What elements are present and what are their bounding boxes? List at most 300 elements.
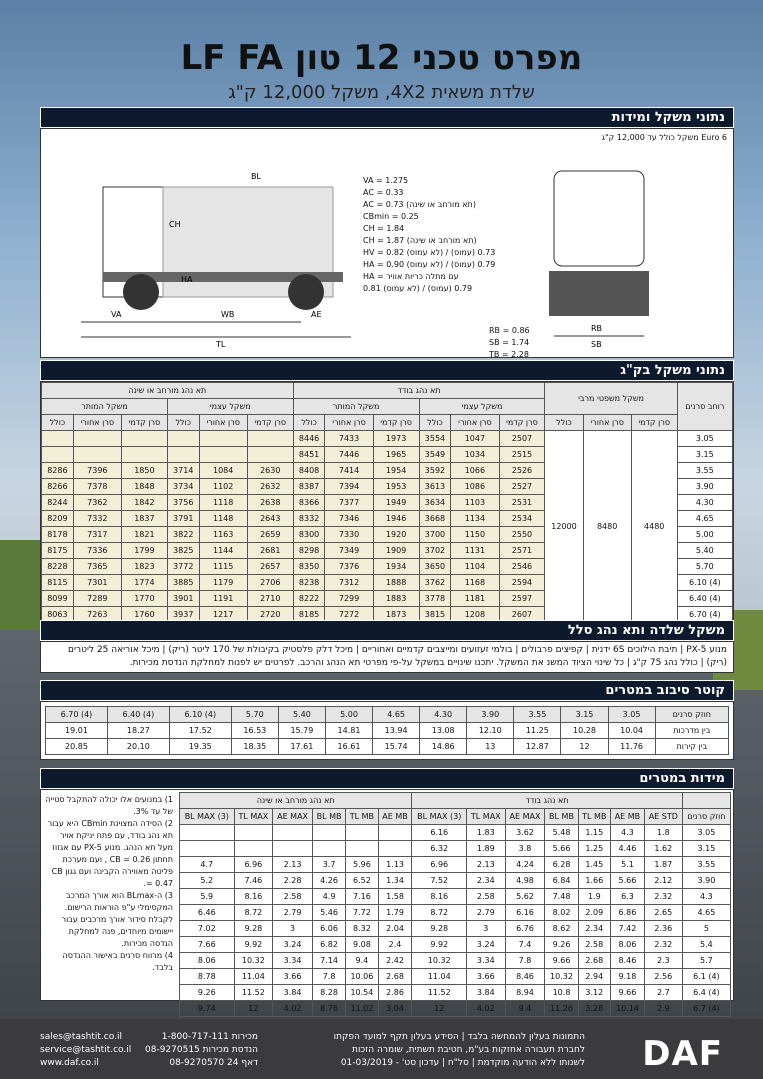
measures-cell: 5.2 <box>180 873 235 889</box>
measures-cell: 3.04 <box>378 1001 412 1017</box>
measures-cell: 5.48 <box>545 825 578 841</box>
measures-cell: 4.65 <box>682 905 730 921</box>
spec-list <box>363 175 495 295</box>
legal-cell: 12000 <box>545 431 583 623</box>
col-rear: סרן אחורי <box>583 415 631 431</box>
measures-cell: 3.62 <box>505 825 545 841</box>
wheelbase-cell: 3.90 <box>677 479 732 495</box>
measures-head-cell: BL MAX (3) <box>412 809 467 825</box>
weights-cell: 7365 <box>73 559 121 575</box>
radius-cell: 10.04 <box>608 723 655 739</box>
measures-cell: 9.92 <box>412 937 467 953</box>
measures-cell: 2.9 <box>644 1001 682 1017</box>
measures-cell: 8.76 <box>313 1001 346 1017</box>
measures-cell: 2.68 <box>578 953 610 969</box>
col-rear: סרן אחורי <box>451 415 499 431</box>
measures-cell: 1.66 <box>578 873 610 889</box>
measures-cell <box>180 825 235 841</box>
measures-cell: 5.1 <box>611 857 645 873</box>
measures-cell: 10.32 <box>412 953 467 969</box>
measures-cell: 9.28 <box>234 921 273 937</box>
rb-label: RB <box>591 324 603 333</box>
measures-cell: 10.06 <box>346 969 378 985</box>
col-front: סרן קדמי <box>247 415 293 431</box>
weights-cell: 1115 <box>199 559 247 575</box>
weights-cell: 7349 <box>325 543 373 559</box>
weights-cell: 8298 <box>293 543 325 559</box>
weights-cell: 2550 <box>499 527 545 543</box>
measures-head-cell: AE MAX <box>505 809 545 825</box>
radius-head-cell: 6.70 (4) <box>46 707 108 723</box>
weights-cell: 1034 <box>451 447 499 463</box>
dims-band: נתוני משקל ומידות <box>40 107 734 128</box>
weights-cell: 1144 <box>199 543 247 559</box>
measures-cell: 5.96 <box>346 857 378 873</box>
measures-section <box>40 768 734 1013</box>
rear-spec-list <box>489 325 530 361</box>
measures-cell: 12 <box>234 1001 273 1017</box>
measures-row <box>180 905 731 921</box>
weights-cell: 7433 <box>325 431 373 447</box>
weights-cell: 2681 <box>247 543 293 559</box>
measures-cell: 11.04 <box>234 969 273 985</box>
measures-cell: 6.96 <box>412 857 467 873</box>
measures-cell: 4.9 <box>313 889 346 905</box>
col-front: סרן קדמי <box>373 415 419 431</box>
weights-cell: 8115 <box>42 575 74 591</box>
measures-cell: 2.65 <box>644 905 682 921</box>
weights-cell: 1163 <box>199 527 247 543</box>
measures-cell: 2.79 <box>273 905 313 921</box>
measures-cell: 3.34 <box>467 953 506 969</box>
radius-cell: 20.10 <box>107 739 169 755</box>
measures-cell: 6.86 <box>611 905 645 921</box>
weights-cell: 1131 <box>451 543 499 559</box>
radius-cell: 13.08 <box>420 723 467 739</box>
measures-cell: 6.3 <box>611 889 645 905</box>
spec-ac-ext: AC = 0.73 (תא מורחב או שינה) <box>363 200 476 209</box>
weights-cell: 3791 <box>167 511 199 527</box>
spec-cbmin: CBmin = 0.25 <box>363 212 419 221</box>
radius-cell: 16.53 <box>231 723 278 739</box>
weights-cell: 1208 <box>451 607 499 623</box>
weights-cell <box>121 447 167 463</box>
measures-cell: 10.14 <box>611 1001 645 1017</box>
weights-head-legal: משקל משפטי מרבי <box>545 383 677 415</box>
measures-cell <box>234 841 273 857</box>
footer-phones <box>145 1031 258 1070</box>
measures-head-cell: TL MAX <box>234 809 273 825</box>
measures-cell: 2.13 <box>467 857 506 873</box>
measures-cell: 2.42 <box>378 953 412 969</box>
measures-cell: 8.16 <box>412 889 467 905</box>
radius-cell: 15.79 <box>278 723 325 739</box>
measures-cell <box>273 825 313 841</box>
tl-label: TL <box>216 340 226 349</box>
weights-cell: 1168 <box>451 575 499 591</box>
radius-cell: 10.28 <box>561 723 608 739</box>
measures-panel <box>40 789 734 1013</box>
measures-row <box>180 937 731 953</box>
col-total: כולל <box>167 415 199 431</box>
measures-cell: 2.58 <box>273 889 313 905</box>
wheelbase-cell: 3.05 <box>677 431 732 447</box>
weights-cell: 1760 <box>121 607 167 623</box>
weights-head-own-std: משקל עצמי <box>419 399 545 415</box>
weights-cell: 2657 <box>247 559 293 575</box>
weights-cell: 1134 <box>451 511 499 527</box>
measures-cell: 6.84 <box>545 873 578 889</box>
weights-cell: 7414 <box>325 463 373 479</box>
measures-head-cell: AE MB <box>378 809 412 825</box>
col-rear: סרן אחורי <box>325 415 373 431</box>
measures-head-cell: TL MB <box>346 809 378 825</box>
ch-label: CH <box>169 220 181 229</box>
measures-cell: 11.26 <box>545 1001 578 1017</box>
measures-cell: 2.7 <box>644 985 682 1001</box>
measures-cell <box>346 841 378 857</box>
measures-cell: 2.36 <box>644 921 682 937</box>
weights-cell <box>167 431 199 447</box>
measures-cell: 6.16 <box>412 825 467 841</box>
measures-cell: 2.34 <box>467 873 506 889</box>
weights-cell: 8350 <box>293 559 325 575</box>
radius-cell: 17.61 <box>278 739 325 755</box>
measures-cell: 3.24 <box>467 937 506 953</box>
wheelbase-cell: 4.65 <box>677 511 732 527</box>
weights-cell: 3937 <box>167 607 199 623</box>
weights-cell: 1888 <box>373 575 419 591</box>
radius-head-cell: חוזק סרנים <box>655 707 728 723</box>
weights-cell: 1823 <box>121 559 167 575</box>
weights-cell: 8286 <box>42 463 74 479</box>
footer-website[interactable]: www.daf.co.il <box>40 1058 99 1068</box>
weights-cell: 1946 <box>373 511 419 527</box>
chassis-note: מנוע PX-5 | תיבת הילוכים 6S ידנית | קפיצים פרבולים | בולמי זעזועים ומייצבים קדמיים ואחוריים | מיכל דלק פלסטיק בקיבולת של 170 ליטר (ריק) | מיכל אוריאה 25 ליטרים (ריק) | כולל נהג 75 ק"ג | כל שינוי הציוד המשנ את המשקל. יתכנו שינויים במשקל על-פי מפרטי תא הנהג והרכב. לפרטים יש לפנות למחלקת הנדסת מכירות. <box>40 641 734 673</box>
weights-cell: 3554 <box>419 431 451 447</box>
measures-row <box>180 953 731 969</box>
weights-cell: 7301 <box>73 575 121 591</box>
measures-row <box>180 969 731 985</box>
footer-phone-daf: דאף 24 08-9270570 <box>169 1058 259 1068</box>
measures-cell: 3.66 <box>467 969 506 985</box>
footer-disclaimer-3: לשנותו ללא הודעה מוקדמת | סל"ח | עדכון סט' - 01-03/2019 <box>340 1058 585 1068</box>
measures-cell: 8.06 <box>180 953 235 969</box>
weights-cell: 7336 <box>73 543 121 559</box>
measures-cell: 6.46 <box>180 905 235 921</box>
spec-va: VA = 1.275 <box>363 176 409 185</box>
measures-cell: 9.92 <box>234 937 273 953</box>
weights-cell: 2534 <box>499 511 545 527</box>
measures-cell: 9.4 <box>505 1001 545 1017</box>
weights-head-ext: תא נהג מורחב או שינה <box>42 383 294 399</box>
col-front: סרן קדמי <box>499 415 545 431</box>
measures-cell: 3.15 <box>682 841 730 857</box>
radius-cell: 12.10 <box>467 723 514 739</box>
weights-cell: 1066 <box>451 463 499 479</box>
weights-cell: 7346 <box>325 511 373 527</box>
radius-cell: 19.35 <box>169 739 231 755</box>
weights-cell: 7377 <box>325 495 373 511</box>
measures-cell: 3.28 <box>578 1001 610 1017</box>
spec-ac: AC = 0.33 <box>363 188 404 197</box>
measures-cell: 3.84 <box>273 985 313 1001</box>
weights-cell: 1842 <box>121 495 167 511</box>
weights-cell: 8228 <box>42 559 74 575</box>
truck-side-drawing <box>71 147 371 357</box>
radius-header-row <box>46 707 729 723</box>
spec-ch-ext: CH = 1.87 (תא מורחב או שינה) <box>363 236 477 245</box>
radius-cell: 16.61 <box>325 739 372 755</box>
weights-cell: 1770 <box>121 591 167 607</box>
measures-cell: 3 <box>273 921 313 937</box>
measures-cell: 9.26 <box>180 985 235 1001</box>
measures-cell: 3.66 <box>273 969 313 985</box>
measures-cell: 2.09 <box>578 905 610 921</box>
spec-ha-air: HA = עם מתלה כריות אוויר <box>363 272 459 281</box>
side-notes <box>41 790 177 1000</box>
measures-row <box>180 873 731 889</box>
radius-cell: 11.25 <box>514 723 561 739</box>
footer-email-service[interactable]: service@tashtit.co.il <box>40 1045 132 1055</box>
radius-panel <box>40 701 734 760</box>
measures-cell: 8.28 <box>313 985 346 1001</box>
weights-cell: 2720 <box>247 607 293 623</box>
measures-cell: 8.94 <box>505 985 545 1001</box>
measures-cell: 6.96 <box>234 857 273 873</box>
measures-cell: 9.18 <box>611 969 645 985</box>
weights-cell: 1150 <box>451 527 499 543</box>
weights-cell: 7394 <box>325 479 373 495</box>
measures-cell: 3 <box>467 921 506 937</box>
measures-cell: 7.4 <box>505 937 545 953</box>
measures-cell: 6.16 <box>505 905 545 921</box>
weights-cell <box>73 447 121 463</box>
weights-cell: 8063 <box>42 607 74 623</box>
wheelbase-cell: 4.30 <box>677 495 732 511</box>
measures-head-blank <box>682 793 730 809</box>
col-rear: סרן אחורי <box>199 415 247 431</box>
weights-cell: 2638 <box>247 495 293 511</box>
radius-table <box>45 706 729 755</box>
measures-cell <box>378 841 412 857</box>
measures-cell <box>180 841 235 857</box>
weights-cell: 8209 <box>42 511 74 527</box>
spec-ch: CH = 1.84 <box>363 224 405 233</box>
measures-cell <box>313 825 346 841</box>
weights-cell: 1179 <box>199 575 247 591</box>
wheelbase-cell: 5.70 <box>677 559 732 575</box>
weights-cell <box>247 431 293 447</box>
measures-cell: 8.16 <box>234 889 273 905</box>
measures-row <box>180 985 731 1001</box>
weights-cell <box>121 431 167 447</box>
weights-cell: 1953 <box>373 479 419 495</box>
measures-cell: 2.3 <box>644 953 682 969</box>
measures-row <box>180 857 731 873</box>
measures-cell: 1.58 <box>378 889 412 905</box>
weights-cell: 7272 <box>325 607 373 623</box>
weights-cell: 8451 <box>293 447 325 463</box>
measures-cell: 9.4 <box>346 953 378 969</box>
col-front: סרן קדמי <box>121 415 167 431</box>
weights-cell: 7289 <box>73 591 121 607</box>
radius-head-cell: 4.30 <box>420 707 467 723</box>
weights-cell: 7312 <box>325 575 373 591</box>
measures-cell: 5.46 <box>313 905 346 921</box>
wheelbase-cell: 5.00 <box>677 527 732 543</box>
dims-section <box>40 107 734 358</box>
radius-cell: 12 <box>561 739 608 755</box>
measures-cell: 6.06 <box>313 921 346 937</box>
weights-cell: 8178 <box>42 527 74 543</box>
va-label: VA <box>111 310 122 319</box>
radius-cell: 15.74 <box>373 739 420 755</box>
legal-cell: 4480 <box>631 431 677 623</box>
weights-cell: 1148 <box>199 511 247 527</box>
measures-cell: 12 <box>412 1001 467 1017</box>
weights-cell: 2571 <box>499 543 545 559</box>
wheelbase-cell: 6.70 (4) <box>677 607 732 623</box>
measures-cell: 9.26 <box>545 937 578 953</box>
weights-cell: 1217 <box>199 607 247 623</box>
col-total: כולל <box>419 415 451 431</box>
footer-disclaimer-2: לחברת תעבורה אחזקות בע"מ, חטיבת תשתית, שומרה הזכות <box>352 1045 585 1055</box>
measures-cell: 7.8 <box>313 969 346 985</box>
footer-contacts <box>40 1031 131 1070</box>
radius-cell: 19.01 <box>46 723 108 739</box>
measures-cell: 11.52 <box>412 985 467 1001</box>
measures-cell: 8.46 <box>611 953 645 969</box>
weights-cell: 2607 <box>499 607 545 623</box>
radius-cell: 20.85 <box>46 739 108 755</box>
weights-cell: 1086 <box>451 479 499 495</box>
weights-cell: 3714 <box>167 463 199 479</box>
weights-cell: 7263 <box>73 607 121 623</box>
weights-cell: 1949 <box>373 495 419 511</box>
radius-row <box>46 723 729 739</box>
weights-cell: 3756 <box>167 495 199 511</box>
col-front: סרן קדמי <box>631 415 677 431</box>
measures-head-cell: AE STD <box>644 809 682 825</box>
weights-cell: 8446 <box>293 431 325 447</box>
chassis-band: משקל שלדה ותא נהג סלל <box>40 620 734 641</box>
measures-cell: 10.54 <box>346 985 378 1001</box>
weights-cell: 8387 <box>293 479 325 495</box>
weights-cell: 2710 <box>247 591 293 607</box>
weights-head-wheelbase: רוחב סרנים <box>677 383 732 431</box>
weights-cell <box>247 447 293 463</box>
measures-cell: 1.15 <box>578 825 610 841</box>
spec-sb: SB = 1.74 <box>489 338 530 347</box>
wb-label: WB <box>221 310 235 319</box>
measures-cell: 3.8 <box>505 841 545 857</box>
weights-cell: 3772 <box>167 559 199 575</box>
weights-cell: 3549 <box>419 447 451 463</box>
measures-cell: 5.62 <box>505 889 545 905</box>
weights-head-allowed-ext: משקל המותר <box>42 399 168 415</box>
measures-cell: 9.74 <box>180 1001 235 1017</box>
measures-cell: 3.12 <box>578 985 610 1001</box>
measures-cell: 3.05 <box>682 825 730 841</box>
measures-cell: 2.4 <box>378 937 412 953</box>
weights-cell: 7332 <box>73 511 121 527</box>
weights-cell: 3825 <box>167 543 199 559</box>
measures-cell: 9.28 <box>412 921 467 937</box>
weights-cell: 1104 <box>451 559 499 575</box>
page-title: מפרט טכני 12 טון LF FA <box>180 38 583 78</box>
measures-cell: 4.02 <box>273 1001 313 1017</box>
measures-cell: 2.58 <box>467 889 506 905</box>
measures-head-cell: חוזק סרנים <box>682 809 730 825</box>
legal-cell: 8480 <box>583 431 631 623</box>
measures-cell: 6.82 <box>313 937 346 953</box>
spec-rb: RB = 0.86 <box>489 326 530 335</box>
measures-cell: 8.62 <box>545 921 578 937</box>
weights-cell: 1103 <box>451 495 499 511</box>
measures-table <box>179 792 731 1017</box>
measures-cell: 2.28 <box>273 873 313 889</box>
weights-cell: 8238 <box>293 575 325 591</box>
measures-cell: 8.06 <box>611 937 645 953</box>
measures-cell: 5.7 <box>682 953 730 969</box>
weights-cell: 2527 <box>499 479 545 495</box>
weights-head-allowed-std: משקל המותר <box>293 399 419 415</box>
measures-cell: 2.32 <box>644 937 682 953</box>
wheelbase-cell: 6.10 (4) <box>677 575 732 591</box>
weights-cell <box>42 447 74 463</box>
radius-row <box>46 739 729 755</box>
measures-cell <box>273 841 313 857</box>
footer-disclaimer <box>285 1031 585 1070</box>
radius-head-cell: 4.65 <box>373 707 420 723</box>
measures-cell: 2.79 <box>467 905 506 921</box>
weights-cell: 1920 <box>373 527 419 543</box>
dims-panel <box>40 128 734 358</box>
measures-row <box>180 921 731 937</box>
measures-cell: 8.46 <box>505 969 545 985</box>
radius-head-cell: 5.00 <box>325 707 372 723</box>
measures-cell: 2.68 <box>378 969 412 985</box>
weights-cell <box>199 431 247 447</box>
measures-cell <box>346 825 378 841</box>
side-note-2: 2) הסידה המצוינת CBmin היא עבור תא נהג בודד, עם פתח יניקת אויר מעל תא הנהג. מנוע PX-5 עם אגזוז תחתון CB = 0.26 , ועם מערכת פליטה מאווירה הקבינה ועם גגון CB = 0.47. <box>47 819 173 888</box>
measures-cell: 10.8 <box>545 985 578 1001</box>
weights-cell: 3700 <box>419 527 451 543</box>
weights-cell: 1181 <box>451 591 499 607</box>
measures-cell: 5 <box>682 921 730 937</box>
measures-table-wrap <box>177 790 733 1013</box>
weights-cell: 3901 <box>167 591 199 607</box>
weights-cell: 2706 <box>247 575 293 591</box>
radius-head-cell: 6.10 (4) <box>169 707 231 723</box>
measures-cell: 1.34 <box>378 873 412 889</box>
measures-head-cell: AE MB <box>611 809 645 825</box>
weights-cell <box>199 447 247 463</box>
weights-cell: 1837 <box>121 511 167 527</box>
measures-cell: 1.87 <box>644 857 682 873</box>
measures-cell: 7.8 <box>505 953 545 969</box>
weights-cell: 1934 <box>373 559 419 575</box>
measures-cell: 7.02 <box>180 921 235 937</box>
footer-email-sales[interactable]: sales@tashtit.co.il <box>40 1032 122 1042</box>
measures-head-cell: AE MAX <box>273 809 313 825</box>
measures-cell: 4.7 <box>180 857 235 873</box>
measures-cell: 8.78 <box>180 969 235 985</box>
weights-head-std: תא נהג בודד <box>293 383 545 399</box>
measures-head-cell: TL MAX <box>467 809 506 825</box>
measures-head-cell: BL MB <box>313 809 346 825</box>
